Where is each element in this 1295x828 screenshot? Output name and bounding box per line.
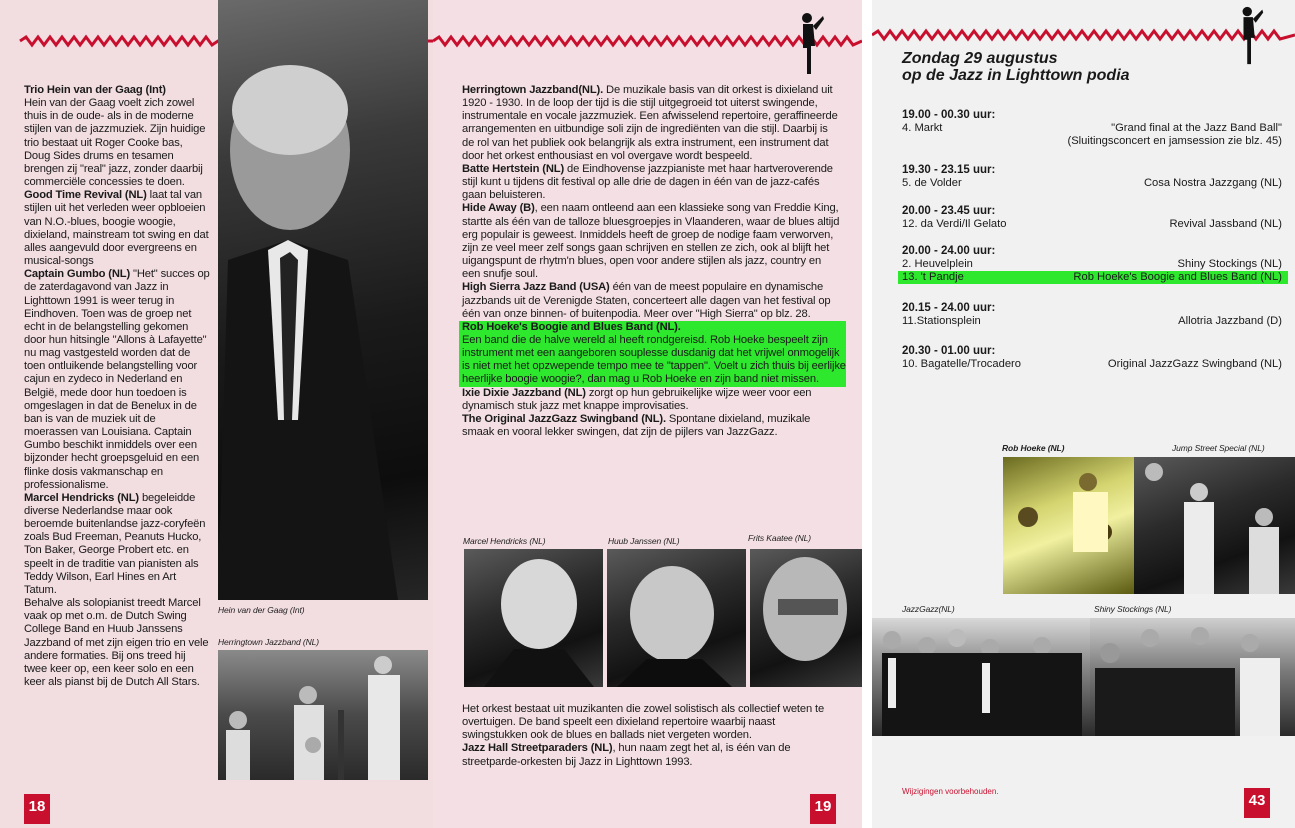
venue: 12. da Verdi/Il Gelato: [902, 218, 1007, 230]
venue: 5. de Volder: [902, 177, 962, 189]
photo-caption: Frits Kaatee (NL): [748, 533, 812, 543]
schedule-block: [902, 164, 1282, 190]
schedule-row: [902, 135, 1282, 148]
portrait-photo: [218, 0, 428, 600]
page-heading: Zondag 29 augustus op de Jazz in Lighttown podia: [902, 50, 1130, 84]
paragraph: The Original JazzGazz Swingband (NL). Spontane dixieland, muzikale smaak en vooral lekker swingen, dat zijn de pijlers van JazzGazz.: [462, 412, 811, 439]
saxophone-player-icon: [797, 10, 825, 76]
act-name: Revival Jassband (NL): [1169, 218, 1282, 230]
schedule-row: [902, 218, 1282, 231]
paragraph: High Sierra Jazz Band (USA) één van de meest populaire en dynamische jazzbands uit de Verenigde Staten, concerteert alle dagen van het festival op één van onze binnen- of buitenpodia. Meer over "High Sierra" op blz. 28.: [462, 281, 831, 320]
venue: 4. Markt: [902, 122, 943, 134]
time-slot: 20.00 - 23.45 uur:: [902, 205, 996, 217]
act-name: (Sluitingsconcert en jamsession zie blz. 45): [1067, 135, 1282, 147]
page-number: 43: [1244, 788, 1270, 818]
schedule-block: [902, 205, 1282, 231]
time-slot: 19.30 - 23.15 uur:: [902, 164, 996, 176]
schedule-block: [902, 345, 1282, 371]
act-name: "Grand final at the Jazz Band Ball": [1111, 122, 1282, 134]
band-photo: [218, 650, 428, 780]
portrait-photo: [464, 549, 603, 687]
portrait-photo: [607, 549, 746, 687]
schedule-block: [902, 109, 1282, 148]
highlighted-paragraph: Rob Hoeke's Boogie and Blues Band (NL). Een band die de halve wereld al heeft rondgereisd. Rob Hoeke bespeelt zijn instrument met een aangeboren souplesse dusdanig dat het vrijwel onmogelijk is niet met het opzwepende tempo mee te "tappen". Voelt u zich thuis bij eerlijke heerlijke boogie woogie?, dan mag u Rob Hoeke en zijn band niet missen.: [459, 321, 846, 387]
photo-caption: Marcel Hendricks (NL): [463, 536, 546, 546]
time-slot: 20.00 - 24.00 uur:: [902, 245, 996, 257]
schedule-row: [902, 177, 1282, 190]
paragraph: Captain Gumbo (NL) "Het" succes op de zaterdagavond van Jazz in Lighttown 1991 is weer terug in Eindhoven. Toen was de groep net echt in de belangstelling gekomen door hun hitsingle "Allons à Lafayette" nu mag vastgesteld worden dat de toen ontluikende belangstelling voor cajun en zydeco in Nederland en België, mede door hun toedoen is omgeslagen in dat de Benelux in de ban is van de muziek uit de moerassen van Louisiana. Captain Gumbo beschikt inmiddels over een bijzonder hecht groepsgeluid en een flinke dosis vakmanschap en professionalisme.: [24, 268, 210, 491]
paragraph: Behalve als solopianist treedt Marcel vaak op met o.m. de Dutch Swing College Band en Huub Janssens Jazzband of met zijn eigen trio en vele andere formaties. Bij ons treed hij twee keer op, een keer solo en een keer als pianst bij de Dutch All Stars.: [24, 597, 209, 689]
schedule-row: [902, 315, 1282, 328]
page-gutter: [862, 0, 872, 828]
schedule-row: [902, 358, 1282, 371]
band-photo: [872, 618, 1090, 736]
paragraph: Batte Hertstein (NL) de Eindhovense jazzpianiste met haar hartveroverende stijl kunt u tijdens dit festival op alle drie de dagen in één van de jazz-cafés gaan beluisteren.: [462, 162, 833, 202]
page-19: [433, 0, 862, 828]
text-column: [24, 84, 210, 689]
paragraph: Ixie Dixie Jazzband (NL) zorgt op hun gebruikelijke wijze weer voor een dynamisch stuk jazz met knappe improvisaties.: [462, 386, 812, 412]
paragraph: Trio Hein van der Gaag (Int) Hein van der Gaag voelt zich zowel thuis in de oude- als in de moderne stijlen van de jazzmuziek. Zijn huidige trio bestaat uit Roger Cooke bas, Doug Sides drums en tesamen brengen zij "real" jazz, zonder daarbij commerciële concessies te doen.: [24, 84, 206, 189]
schedule-block: [902, 245, 1282, 284]
photo-caption: Jump Street Special (NL): [1172, 443, 1265, 453]
venue: 2. Heuvelplein: [902, 258, 973, 270]
text-column: [462, 703, 842, 769]
act-name: Rob Hoeke's Boogie and Blues Band (NL): [1073, 271, 1282, 283]
band-photo: [1090, 618, 1295, 736]
time-slot: 20.30 - 01.00 uur:: [902, 345, 996, 357]
saxophone-player-icon: [1236, 4, 1266, 66]
band-photo: [1134, 457, 1295, 594]
venue: 11.Stationsplein: [902, 315, 981, 327]
schedule-row: [902, 122, 1282, 135]
paragraph: Het orkest bestaat uit muzikanten die zowel solistisch als collectief weten te overtuigen. De band speelt een dixieland repertoire waarbij naast swingstukken ook de blues en ballads niet vergeten worden.: [462, 703, 825, 742]
photo-caption: JazzGazz(NL): [902, 604, 955, 614]
schedule-row: [902, 258, 1282, 271]
venue: 13. 't Pandje: [902, 271, 964, 283]
band-photo: [1003, 457, 1134, 594]
paragraph: Marcel Hendricks (NL) begeleidde diverse Nederlandse maar ook beroemde buitenlandse jazz-coryfeën zoals Bud Freeman, Peanuts Hucko, Ton Baker, George Probert etc. en speelt in de traditie van pianisten als Teddy Wilson, Earl Hines en Art Tatum.: [24, 491, 206, 596]
page-number: 19: [810, 794, 836, 824]
text-column: [462, 84, 846, 439]
photo-caption: Shiny Stockings (NL): [1094, 604, 1172, 614]
page-43: [872, 0, 1295, 828]
act-name: Original JazzGazz Swingband (NL): [1107, 358, 1282, 370]
paragraph: Good Time Revival (NL) laat tal van stijlen uit het verleden weer opbloeien van N.O.-blues, boogie woogie, dixieland, mainstream tot swing en dat alles aangevuld door evergreens en musical-songs: [24, 189, 209, 268]
paragraph: Hide Away (B), een naam ontleend aan een klassieke song van Freddie King, startte als één van de talloze bluesgroepjes in Vlaanderen, waar de blues altijd erg populair is geweest. Inmiddels heeft de groep de nodige faam verworven, zijn ze veel meer zelf songs gaan schrijven en stellen ze zich, ook al blijft het uigangspunt de rhytm'n blues, open voor andere stijlen als jazz, country en een snufje soul.: [462, 202, 840, 281]
zigzag-divider: [872, 27, 1295, 43]
paragraph: Herringtown Jazzband(NL). De muzikale basis van dit orkest is dixieland uit 1920 - 1930. In de loop der tijd is die stijl uitgegroeid tot uiterst swingende, instrumentale en vocale jazzmuziek. Een afwisselend repertoire, geraffineerde arrangementen en uitbundige soli zijn de ingrediënten van die stijl. Daarbij is de rol van het publiek ook belangrijk als extra instrument, een instrument dat door het orkest enthousiast en vol overgave wordt bespeeld.: [462, 84, 838, 162]
act-name: Cosa Nostra Jazzgang (NL): [1143, 177, 1282, 189]
time-slot: 20.15 - 24.00 uur:: [902, 302, 996, 314]
time-slot: 19.00 - 00.30 uur:: [902, 109, 996, 121]
photo-caption: Huub Janssen (NL): [608, 536, 680, 546]
act-name: Allotria Jazzband (D): [1178, 315, 1282, 327]
venue: 10. Bagatelle/Trocadero: [902, 358, 1021, 370]
photo-caption: Hein van der Gaag (Int): [218, 605, 305, 615]
schedule-block: [902, 302, 1282, 328]
highlighted-schedule-row: [898, 271, 1288, 284]
page-number: 18: [24, 794, 50, 824]
photo-caption: Rob Hoeke (NL): [1002, 443, 1065, 453]
act-name: Shiny Stockings (NL): [1177, 258, 1282, 270]
paragraph: Jazz Hall Streetparaders (NL), hun naam zegt het al, is één van de streetparde-orkesten bij Jazz in Lighttown 1993.: [462, 742, 791, 768]
page-18: [0, 0, 433, 828]
footer-note: Wijzigingen voorbehouden.: [902, 787, 999, 796]
portrait-photo: [750, 549, 862, 687]
photo-caption: Herringtown Jazzband (NL): [218, 637, 319, 647]
